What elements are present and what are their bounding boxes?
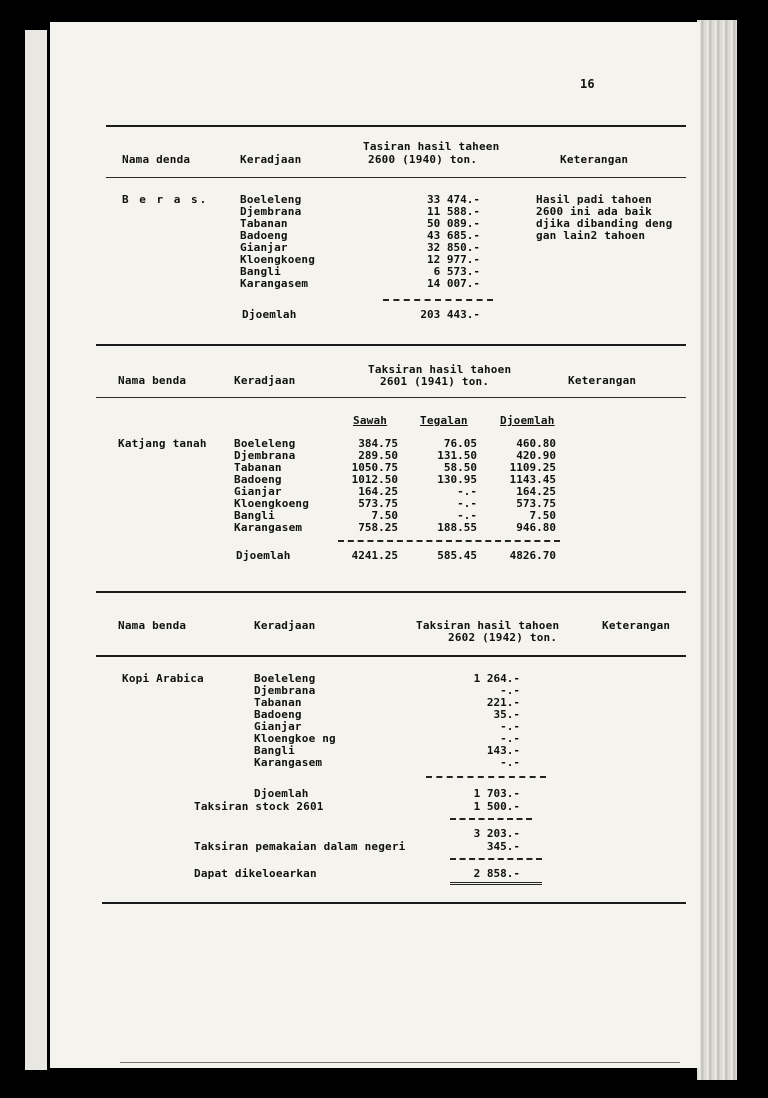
- beras-note-line: Hasil padi tahoen: [536, 193, 652, 206]
- beras-commodity: B e r a s.: [122, 193, 209, 206]
- katjang-row-name: Kloengkoeng: [234, 497, 310, 510]
- katjang-header-rule: [96, 397, 686, 398]
- katjang-row-name: Tabanan: [234, 461, 282, 474]
- katjang-bottom-rule: [96, 591, 686, 593]
- katjang-row-tegalan: -.-: [457, 497, 477, 510]
- kopi-row-name: Boeleleng: [254, 672, 316, 685]
- kopi-row-value: 221.-: [486, 696, 520, 709]
- beras-note-line: 2600 ini ada baik: [536, 205, 652, 218]
- katjang-row-sawah: 384.75: [358, 437, 398, 450]
- katjang-header-keterangan: Keterangan: [568, 374, 637, 387]
- page-bottom-edge: [120, 1062, 680, 1063]
- beras-header-taksiran-1: Tasiran hasil taheen: [363, 140, 500, 153]
- katjang-row-name: Boeleleng: [234, 437, 296, 450]
- binding-edge-left: [25, 30, 47, 1070]
- katjang-header-nama: Nama benda: [118, 374, 187, 387]
- kopi-export-value: 2 858.-: [473, 867, 520, 880]
- beras-row-value: 50 089.-: [427, 217, 480, 230]
- katjang-total-label: Djoemlah: [236, 549, 291, 562]
- kopi-row-value: 35.-: [493, 708, 520, 721]
- katjang-subheader-djoemlah: Djoemlah: [500, 414, 555, 427]
- page-number: 16: [580, 77, 595, 91]
- katjang-row-djoemlah: 1109.25: [509, 461, 556, 474]
- document-page: [50, 22, 700, 1068]
- beras-row-name: Bangli: [240, 265, 281, 278]
- kopi-header-taksiran-2: 2602 (1942) ton.: [448, 631, 558, 644]
- kopi-row-name: Bangli: [254, 744, 295, 757]
- kopi-row-name: Djembrana: [254, 684, 316, 697]
- katjang-total-djoemlah: 4826.70: [509, 549, 556, 562]
- katjang-row-name: Gianjar: [234, 485, 282, 498]
- kopi-header-keterangan: Keterangan: [602, 619, 671, 632]
- katjang-row-tegalan: 58.50: [443, 461, 477, 474]
- katjang-row-sawah: 573.75: [358, 497, 398, 510]
- kopi-header-rule: [96, 655, 686, 657]
- kopi-header-keradjaan: Keradjaan: [254, 619, 316, 632]
- beras-row-value: 12 977.-: [427, 253, 480, 266]
- beras-total-rule: [383, 299, 493, 301]
- katjang-row-djoemlah: 420.90: [516, 449, 556, 462]
- beras-row-value: 11 588.-: [427, 205, 480, 218]
- katjang-total-tegalan: 585.45: [437, 549, 477, 562]
- kopi-total-value: 1 703.-: [473, 787, 520, 800]
- katjang-row-sawah: 1012.50: [351, 473, 398, 486]
- kopi-header-taksiran-1: Taksiran hasil tahoen: [416, 619, 560, 632]
- kopi-row-value: -.-: [500, 684, 520, 697]
- beras-row-value: 14 007.-: [427, 277, 480, 290]
- kopi-total-rule: [426, 776, 546, 778]
- beras-row-name: Badoeng: [240, 229, 288, 242]
- book-spine: [697, 20, 737, 1080]
- katjang-row-sawah: 289.50: [358, 449, 398, 462]
- beras-row-value: 32 850.-: [427, 241, 480, 254]
- kopi-row-name: Gianjar: [254, 720, 302, 733]
- beras-total-label: Djoemlah: [242, 308, 297, 321]
- kopi-row-name: Karangasem: [254, 756, 323, 769]
- kopi-row-value: 1 264.-: [473, 672, 520, 685]
- katjang-commodity: Katjang tanah: [118, 437, 207, 450]
- katjang-row-djoemlah: 1143.45: [509, 473, 556, 486]
- kopi-sum-value: 3 203.-: [473, 827, 520, 840]
- katjang-row-tegalan: -.-: [457, 509, 477, 522]
- katjang-row-djoemlah: 946.80: [516, 521, 556, 534]
- katjang-row-tegalan: 76.05: [443, 437, 477, 450]
- beras-row-name: Tabanan: [240, 217, 288, 230]
- kopi-row-name: Tabanan: [254, 696, 302, 709]
- kopi-row-value: 143.-: [486, 744, 520, 757]
- katjang-row-sawah: 1050.75: [351, 461, 398, 474]
- kopi-commodity: Kopi Arabica: [122, 672, 204, 685]
- beras-header-keradjaan: Keradjaan: [240, 153, 302, 166]
- katjang-header-taksiran-2: 2601 (1941) ton.: [380, 375, 490, 388]
- beras-top-rule: [106, 125, 686, 127]
- kopi-stock-label: Taksiran stock 2601: [194, 800, 324, 813]
- katjang-row-name: Karangasem: [234, 521, 303, 534]
- katjang-row-sawah: 7.50: [371, 509, 398, 522]
- kopi-sum-rule: [450, 818, 532, 820]
- kopi-export-rule: [450, 858, 542, 860]
- kopi-final-double-rule: [450, 882, 542, 885]
- katjang-row-djoemlah: 460.80: [516, 437, 556, 450]
- beras-row-name: Karangasem: [240, 277, 309, 290]
- kopi-export-label: Dapat dikeloearkan: [194, 867, 317, 880]
- kopi-stock-value: 1 500.-: [473, 800, 520, 813]
- beras-row-name: Boeleleng: [240, 193, 302, 206]
- katjang-subheader-tegalan: Tegalan: [420, 414, 468, 427]
- kopi-consumption-value: 345.-: [486, 840, 520, 853]
- beras-row-value: 33 474.-: [427, 193, 480, 206]
- kopi-consumption-label: Taksiran pemakaian dalam negeri: [194, 840, 406, 853]
- beras-header-taksiran-2: 2600 (1940) ton.: [368, 153, 478, 166]
- katjang-total-sawah: 4241.25: [351, 549, 398, 562]
- kopi-row-value: -.-: [500, 732, 520, 745]
- kopi-total-label: Djoemlah: [254, 787, 309, 800]
- katjang-row-tegalan: 131.50: [437, 449, 477, 462]
- beras-row-name: Gianjar: [240, 241, 288, 254]
- katjang-row-name: Djembrana: [234, 449, 296, 462]
- beras-header-rule: [106, 177, 686, 178]
- beras-header-keterangan: Keterangan: [560, 153, 629, 166]
- beras-total-value: 203 443.-: [420, 308, 480, 321]
- beras-note-line: djika dibanding deng: [536, 217, 673, 230]
- katjang-row-sawah: 758.25: [358, 521, 398, 534]
- kopi-row-name: Badoeng: [254, 708, 302, 721]
- kopi-row-name: Kloengkoe ng: [254, 732, 336, 745]
- katjang-row-tegalan: 188.55: [437, 521, 477, 534]
- kopi-header-nama: Nama benda: [118, 619, 187, 632]
- beras-header-nama: Nama denda: [122, 153, 191, 166]
- beras-row-value: 6 573.-: [433, 265, 480, 278]
- kopi-row-value: -.-: [500, 720, 520, 733]
- kopi-row-value: -.-: [500, 756, 520, 769]
- beras-note-line: gan lain2 tahoen: [536, 229, 646, 242]
- katjang-row-name: Bangli: [234, 509, 275, 522]
- katjang-total-rule: [338, 540, 560, 542]
- katjang-row-tegalan: -.-: [457, 485, 477, 498]
- beras-row-name: Djembrana: [240, 205, 302, 218]
- beras-bottom-rule: [96, 344, 686, 346]
- katjang-row-name: Badoeng: [234, 473, 282, 486]
- katjang-header-taksiran-1: Taksiran hasil tahoen: [368, 363, 512, 376]
- katjang-row-djoemlah: 573.75: [516, 497, 556, 510]
- katjang-row-sawah: 164.25: [358, 485, 398, 498]
- beras-row-name: Kloengkoeng: [240, 253, 316, 266]
- katjang-row-tegalan: 130.95: [437, 473, 477, 486]
- beras-row-value: 43 685.-: [427, 229, 480, 242]
- kopi-bottom-rule: [102, 902, 686, 904]
- katjang-row-djoemlah: 164.25: [516, 485, 556, 498]
- katjang-header-keradjaan: Keradjaan: [234, 374, 296, 387]
- katjang-subheader-sawah: Sawah: [353, 414, 388, 427]
- katjang-row-djoemlah: 7.50: [529, 509, 556, 522]
